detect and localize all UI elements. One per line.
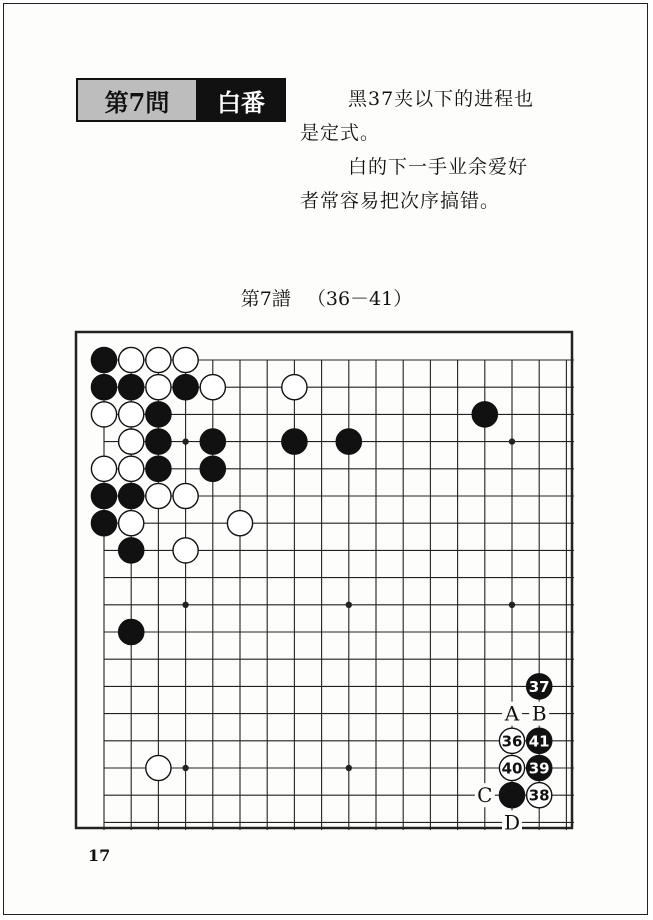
white-stone: [173, 483, 198, 508]
white-stone: [146, 755, 171, 780]
letter-marker: C: [477, 783, 493, 808]
star-point: [182, 765, 188, 771]
white-stone: [119, 429, 144, 454]
white-stone: [173, 538, 198, 563]
go-board: [74, 330, 574, 830]
black-stone: [173, 375, 198, 400]
black-stone: [146, 402, 171, 427]
star-point: [182, 602, 188, 608]
white-stone: [200, 375, 225, 400]
page-number: 17: [88, 846, 111, 865]
figure-move-range: （36－41）: [306, 288, 413, 310]
black-stone: [91, 483, 116, 508]
move-number-label: 40: [501, 759, 523, 778]
black-stone: [146, 456, 171, 481]
white-stone: [282, 375, 307, 400]
black-stone: [200, 429, 225, 454]
intro-line: 是定式。: [300, 122, 381, 144]
white-stone: [119, 511, 144, 536]
letter-marker: B: [531, 701, 547, 726]
turn-label: 白番: [196, 78, 286, 122]
black-stone: [119, 538, 144, 563]
letter-marker: D: [503, 810, 521, 830]
intro-line: 黑37夹以下的进程也: [348, 88, 535, 110]
black-stone: [119, 375, 144, 400]
white-stone: [146, 347, 171, 372]
white-stone: [227, 511, 252, 536]
white-stone: [146, 375, 171, 400]
figure-caption: [0, 284, 653, 311]
black-stone: [282, 429, 307, 454]
move-number-label: 38: [528, 786, 550, 805]
intro-text: [300, 82, 590, 218]
star-point: [182, 438, 188, 444]
move-number-label: 37: [528, 677, 550, 696]
star-point: [509, 438, 515, 444]
star-point: [509, 602, 515, 608]
white-stone: [173, 347, 198, 372]
problem-header: [76, 78, 286, 122]
problem-label: 第7問: [76, 78, 198, 122]
intro-line: 者常容易把次序搞错。: [300, 190, 501, 212]
move-number-label: 39: [528, 759, 550, 778]
white-stone: [91, 456, 116, 481]
black-stone: [146, 429, 171, 454]
white-stone: [146, 483, 171, 508]
black-stone: [91, 511, 116, 536]
black-stone: [472, 402, 497, 427]
black-stone: [336, 429, 361, 454]
black-stone: [91, 347, 116, 372]
black-stone: [91, 375, 116, 400]
white-stone: [119, 347, 144, 372]
black-stone: [119, 619, 144, 644]
black-stone: [119, 483, 144, 508]
black-stone: [200, 456, 225, 481]
intro-line: 白的下一手业余爱好: [348, 156, 529, 178]
move-number-label: 36: [501, 732, 523, 751]
white-stone: [119, 456, 144, 481]
star-point: [346, 602, 352, 608]
white-stone: [91, 402, 116, 427]
figure-title: 第7譜: [240, 288, 291, 310]
white-stone: [119, 402, 144, 427]
black-stone: [499, 783, 524, 808]
star-point: [346, 765, 352, 771]
move-number-label: 41: [528, 732, 550, 751]
letter-marker: A: [504, 701, 520, 726]
